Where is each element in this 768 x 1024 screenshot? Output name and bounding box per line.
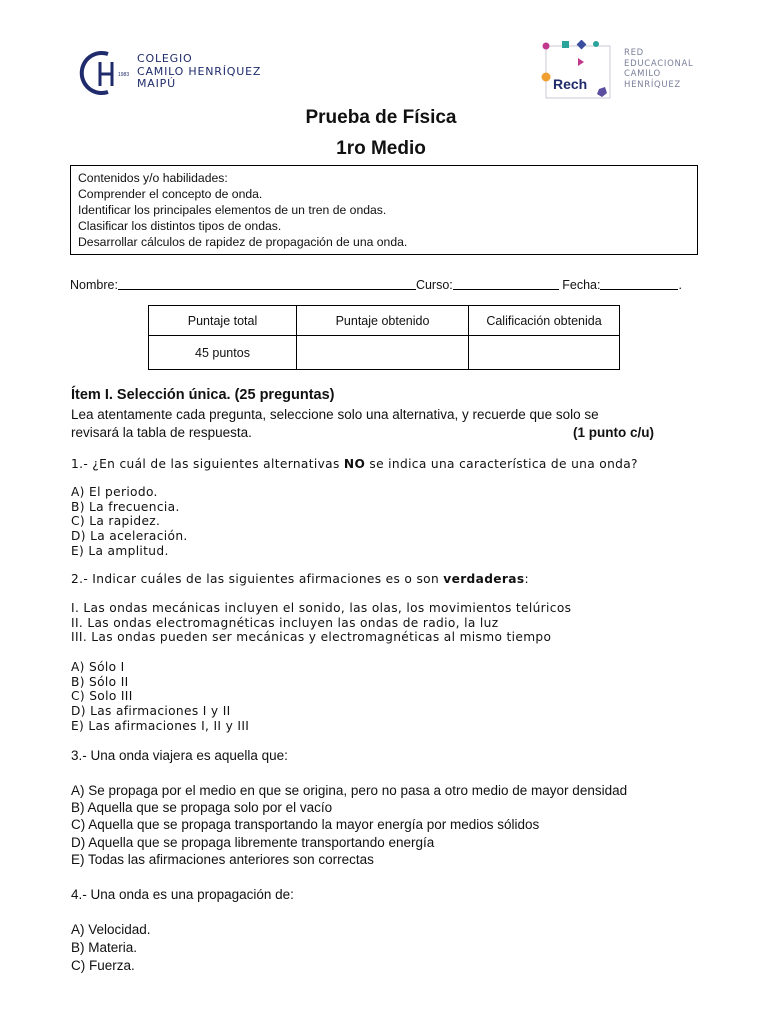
option[interactable]: B) Aquella que se propaga solo por el vacío xyxy=(71,800,333,816)
total-score-value: 45 puntos xyxy=(149,336,297,370)
option[interactable]: C) La rapidez. xyxy=(71,514,161,529)
question-3-options xyxy=(71,782,627,868)
option[interactable]: B) Sólo II xyxy=(71,674,129,689)
date-label: Fecha: xyxy=(562,278,601,292)
course-field[interactable] xyxy=(453,276,559,290)
school-logo xyxy=(78,48,278,98)
network-name: RED EDUCACIONAL CAMILO HENRÍQUEZ xyxy=(624,48,694,90)
total-score-header: Puntaje total xyxy=(149,306,297,336)
option[interactable]: E) Las afirmaciones I, II y III xyxy=(71,718,250,733)
contents-item: Identificar los principales elementos de un tren de ondas. xyxy=(78,203,387,217)
points-per-question: (1 punto c/u) xyxy=(573,425,654,440)
question-1: 1.- ¿En cuál de las siguientes alternativas NO se indica una característica de una onda? xyxy=(71,457,638,471)
option[interactable]: A) Se propaga por el medio en que se origina, pero no pasa a otro medio de mayor densidad xyxy=(71,783,628,798)
contents-item: Comprender el concepto de onda. xyxy=(78,187,263,201)
question-4: 4.- Una onda es una propagación de: xyxy=(71,887,294,902)
question-1-options xyxy=(71,485,188,559)
option[interactable]: A) Sólo I xyxy=(71,660,125,674)
section-heading: Ítem I. Selección única. (25 preguntas) xyxy=(71,387,335,403)
option[interactable]: E) Todas las afirmaciones anteriores son correctas xyxy=(71,851,374,867)
option[interactable]: C) Solo III xyxy=(71,689,133,704)
contents-item: Desarrollar cálculos de rapidez de propagación de una onda. xyxy=(78,235,408,249)
question-3: 3.- Una onda viajera es aquella que: xyxy=(71,748,288,763)
question-2-options xyxy=(71,660,249,734)
test-level: 1ro Medio xyxy=(336,138,426,159)
question-2-statements xyxy=(71,601,571,645)
statement: I. Las ondas mecánicas incluyen el sonido, las olas, los movimientos telúricos xyxy=(71,601,572,615)
option[interactable]: B) La frecuencia. xyxy=(71,499,180,514)
contents-box xyxy=(70,165,698,255)
obtained-score-header: Puntaje obtenido xyxy=(297,306,469,336)
rech-brand: Rech xyxy=(553,76,588,92)
statement: II. Las ondas electromagnéticas incluyen las ondas de radio, la luz xyxy=(71,615,499,630)
section-instructions: Lea atentamente cada pregunta, seleccione solo una alternativa, y recuerde que solo se revisará la tabla de respuesta. xyxy=(71,407,599,440)
option[interactable]: D) La aceleración. xyxy=(71,529,188,544)
option[interactable]: C) Fuerza. xyxy=(71,958,135,973)
question-1-emphasis: NO xyxy=(343,457,366,471)
question-2: 2.- Indicar cuáles de las siguientes afirmaciones es o son verdaderas: xyxy=(71,572,529,586)
score-table xyxy=(148,305,620,370)
course-label: Curso: xyxy=(415,278,453,292)
network-logo xyxy=(538,40,708,104)
student-info-line: Nombre: Curso: Fecha: . xyxy=(70,278,682,292)
question-2-emphasis: verdaderas xyxy=(443,572,525,586)
score-header-row xyxy=(149,306,620,336)
name-label: Nombre: xyxy=(70,278,118,292)
option[interactable]: C) Aquella que se propaga transportando la mayor energía por medios sólidos xyxy=(71,817,540,833)
statement: III. Las ondas pueden ser mecánicas y electromagnéticas al mismo tiempo xyxy=(71,630,552,645)
score-value-row xyxy=(149,336,620,370)
school-year: 1983 xyxy=(118,72,130,78)
contents-item: Clasificar los distintos tipos de ondas. xyxy=(78,219,282,233)
grade-header: Calificación obtenida xyxy=(469,306,620,336)
obtained-score-value[interactable] xyxy=(297,336,469,370)
test-title: Prueba de Física xyxy=(305,107,457,128)
grade-value[interactable] xyxy=(469,336,620,370)
option[interactable]: A) El periodo. xyxy=(71,485,158,499)
option[interactable]: D) Aquella que se propaga libremente transportando energía xyxy=(71,834,435,850)
school-name: COLEGIO CAMILO HENRÍQUEZ MAIPÚ xyxy=(137,52,262,90)
option[interactable]: E) La amplitud. xyxy=(71,543,169,558)
option[interactable]: D) Las afirmaciones I y II xyxy=(71,704,231,719)
rech-mark-icon xyxy=(538,40,618,104)
question-4-options xyxy=(71,921,151,975)
option[interactable]: A) Velocidad. xyxy=(71,922,151,937)
date-field[interactable] xyxy=(600,276,678,290)
name-field[interactable] xyxy=(118,276,416,290)
contents-heading: Contenidos y/o habilidades: xyxy=(78,171,228,185)
option[interactable]: B) Materia. xyxy=(71,940,138,955)
